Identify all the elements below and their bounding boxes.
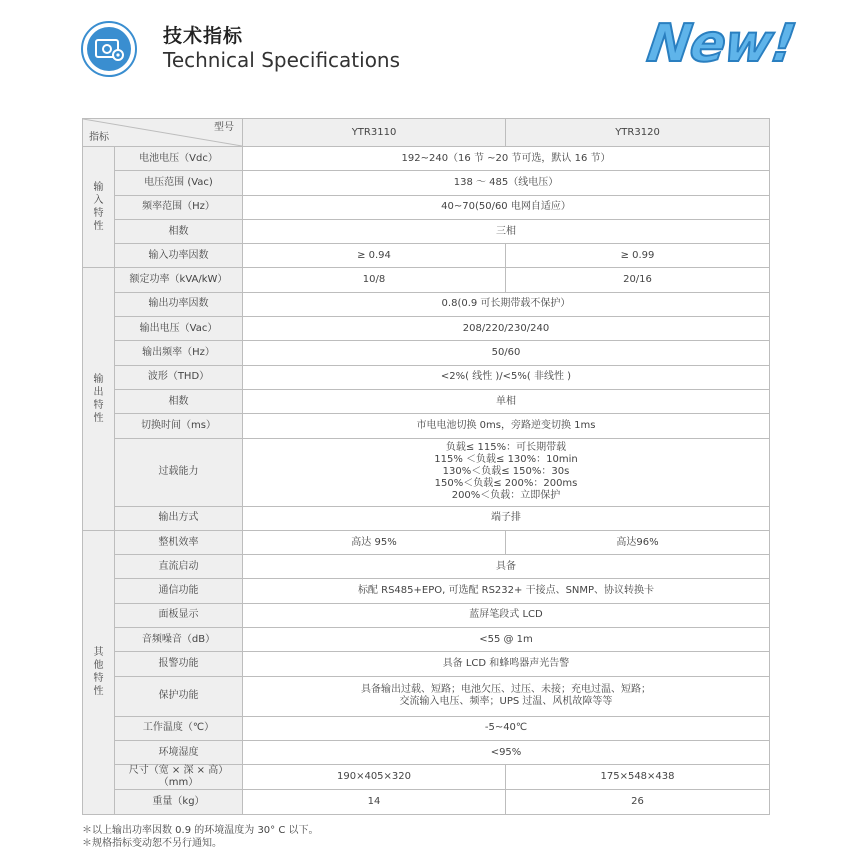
spec-value-shared: 标配 RS485+EPO, 可选配 RS232+ 干接点、SNMP、协议转换卡 bbox=[243, 579, 770, 603]
spec-value-line: 200%＜负载：立即保护 bbox=[451, 490, 561, 502]
table-corner-cell bbox=[83, 119, 243, 147]
table-row bbox=[83, 579, 770, 603]
spec-value-ytr3110: 10/8 bbox=[243, 268, 506, 292]
spec-value-shared: 具备 bbox=[243, 555, 770, 579]
spec-label: 输入功率因数 bbox=[115, 244, 243, 268]
table-row bbox=[83, 171, 770, 195]
table-row bbox=[83, 716, 770, 740]
table-row bbox=[83, 292, 770, 316]
spec-value-shared: -5~40℃ bbox=[243, 716, 770, 740]
spec-value-ytr3110: ≥ 0.94 bbox=[243, 244, 506, 268]
group-label bbox=[83, 268, 115, 530]
corner-model-label: 型号 bbox=[214, 122, 234, 133]
table-row bbox=[83, 341, 770, 365]
model-header: YTR3120 bbox=[506, 119, 770, 147]
table-row bbox=[83, 652, 770, 676]
table-row bbox=[83, 414, 770, 438]
spec-value-shared: 40~70(50/60 电网自适应） bbox=[243, 195, 770, 219]
spec-value-line: 150%＜负载≤ 200%：200ms bbox=[434, 478, 578, 490]
spec-value-shared: 208/220/230/240 bbox=[243, 317, 770, 341]
table-row bbox=[83, 268, 770, 292]
model-header: YTR3110 bbox=[243, 119, 506, 147]
spec-label: 波形（THD） bbox=[115, 365, 243, 389]
footnote: ＊以上输出功率因数 0.9 的环境温度为 30° C 以下。 bbox=[82, 825, 319, 836]
group-label bbox=[83, 147, 115, 268]
spec-table bbox=[82, 118, 770, 815]
gear-screen-icon bbox=[80, 20, 138, 78]
spec-value-shared: 单相 bbox=[243, 389, 770, 413]
table-row bbox=[83, 195, 770, 219]
footnotes bbox=[82, 824, 319, 850]
spec-value-ytr3110: 高达 95% bbox=[243, 530, 506, 554]
spec-value-line: 115% ＜负载≤ 130%：10min bbox=[434, 454, 578, 466]
spec-label: 保护功能 bbox=[115, 676, 243, 716]
table-row bbox=[83, 365, 770, 389]
spec-label: 通信功能 bbox=[115, 579, 243, 603]
spec-value-shared: 蓝屏笔段式 LCD bbox=[243, 603, 770, 627]
page-header bbox=[0, 0, 850, 110]
spec-value-shared: 192~240（16 节 ~20 节可选，默认 16 节） bbox=[243, 147, 770, 171]
spec-label-line: （mm） bbox=[158, 777, 199, 789]
table-row bbox=[83, 389, 770, 413]
spec-label bbox=[115, 765, 243, 790]
table-row bbox=[83, 530, 770, 554]
table-row bbox=[83, 219, 770, 243]
table-row bbox=[83, 790, 770, 814]
spec-label: 输出电压（Vac） bbox=[115, 317, 243, 341]
spec-label: 重量（kg） bbox=[115, 790, 243, 814]
spec-label: 直流启动 bbox=[115, 555, 243, 579]
spec-label: 工作温度（℃） bbox=[115, 716, 243, 740]
spec-value-shared: 138 ～ 485（线电压） bbox=[243, 171, 770, 195]
spec-value-shared: 端子排 bbox=[243, 506, 770, 530]
footnote: ＊规格指标变动恕不另行通知。 bbox=[82, 838, 222, 849]
new-badge: New! bbox=[643, 14, 799, 74]
spec-label: 额定功率（kVA/kW） bbox=[115, 268, 243, 292]
title-chinese: 技术指标 bbox=[163, 25, 244, 47]
title-english: Technical Specifications bbox=[163, 48, 401, 72]
group-label-text: 其他特性 bbox=[93, 647, 104, 698]
spec-value-ytr3120: 175×548×438 bbox=[506, 765, 770, 790]
spec-label: 面板显示 bbox=[115, 603, 243, 627]
spec-value-ytr3120: 26 bbox=[506, 790, 770, 814]
spec-label: 电压范围 (Vac) bbox=[115, 171, 243, 195]
spec-value-ytr3120: 高达96% bbox=[506, 530, 770, 554]
spec-label-line: 尺寸（宽 × 深 × 高） bbox=[128, 765, 229, 777]
spec-value-shared: <55 @ 1m bbox=[243, 628, 770, 652]
spec-label: 输出功率因数 bbox=[115, 292, 243, 316]
table-row bbox=[83, 317, 770, 341]
spec-value-line: 具备输出过载、短路；电池欠压、过压、未接；充电过温、短路； bbox=[361, 684, 651, 696]
spec-value-shared: 50/60 bbox=[243, 341, 770, 365]
spec-value-ytr3120: 20/16 bbox=[506, 268, 770, 292]
spec-value-shared: 具备 LCD 和蜂鸣器声光告警 bbox=[243, 652, 770, 676]
group-label-text: 输入特性 bbox=[93, 182, 104, 233]
spec-value-shared: 0.8(0.9 可长期带载不保护） bbox=[243, 292, 770, 316]
spec-label: 过载能力 bbox=[115, 438, 243, 506]
spec-label: 相数 bbox=[115, 389, 243, 413]
table-row bbox=[83, 603, 770, 627]
spec-value-shared bbox=[243, 676, 770, 716]
table-header-row bbox=[83, 119, 770, 147]
table-row bbox=[83, 438, 770, 506]
spec-value-shared: 三相 bbox=[243, 219, 770, 243]
spec-label: 整机效率 bbox=[115, 530, 243, 554]
spec-value-shared: <95% bbox=[243, 740, 770, 764]
group-label bbox=[83, 530, 115, 814]
table-row bbox=[83, 676, 770, 716]
table-row bbox=[83, 147, 770, 171]
spec-label: 输出频率（Hz） bbox=[115, 341, 243, 365]
spec-label: 报警功能 bbox=[115, 652, 243, 676]
table-row bbox=[83, 506, 770, 530]
spec-value-line: 130%＜负载≤ 150%：30s bbox=[442, 466, 570, 478]
spec-value-shared bbox=[243, 438, 770, 506]
table-row bbox=[83, 740, 770, 764]
spec-value-line: 负载≤ 115%：可长期带载 bbox=[445, 442, 567, 454]
spec-value-shared: 市电电池切换 0ms，旁路逆变切换 1ms bbox=[243, 414, 770, 438]
corner-spec-label: 指标 bbox=[89, 132, 109, 143]
spec-label: 相数 bbox=[115, 219, 243, 243]
spec-label: 环境湿度 bbox=[115, 740, 243, 764]
table-row bbox=[83, 555, 770, 579]
group-label-text: 输出特性 bbox=[93, 374, 104, 425]
spec-label: 电池电压（Vdc） bbox=[115, 147, 243, 171]
spec-label: 音频噪音（dB） bbox=[115, 628, 243, 652]
spec-value-ytr3110: 190×405×320 bbox=[243, 765, 506, 790]
table-row bbox=[83, 244, 770, 268]
spec-value-shared: <2%( 线性 )/<5%( 非线性 ) bbox=[243, 365, 770, 389]
spec-value-line: 交流输入电压、频率；UPS 过温、风机故障等等 bbox=[399, 696, 613, 708]
table-row bbox=[83, 628, 770, 652]
spec-label: 频率范围（Hz） bbox=[115, 195, 243, 219]
table-row bbox=[83, 765, 770, 790]
spec-label: 切换时间（ms） bbox=[115, 414, 243, 438]
spec-label: 输出方式 bbox=[115, 506, 243, 530]
spec-value-ytr3110: 14 bbox=[243, 790, 506, 814]
spec-value-ytr3120: ≥ 0.99 bbox=[506, 244, 770, 268]
